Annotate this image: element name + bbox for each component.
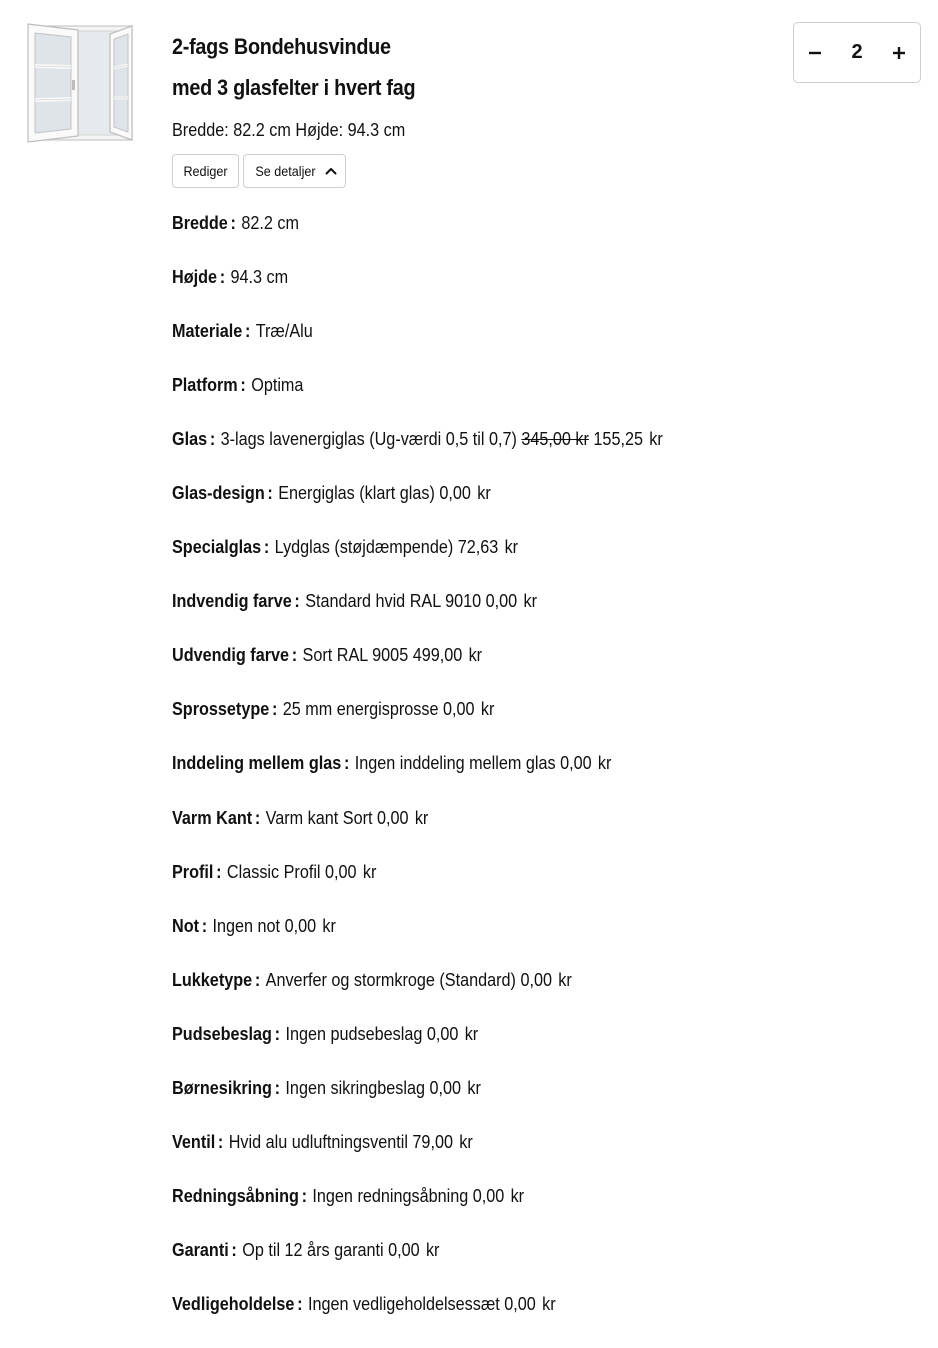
spec-value: Sort RAL 9005 [302, 645, 409, 666]
spec-label: Glas [172, 428, 208, 449]
spec-value: Ingen not [212, 915, 281, 936]
spec-label: Platform [172, 374, 238, 395]
spec-row-vent: Ventil : Hvid alu udluftningsventil 79,00 kr [172, 1132, 473, 1153]
spec-row-profile: Profil : Classic Profil 0,00 kr [172, 861, 377, 882]
spec-value: Ingen sikringbeslag [285, 1078, 426, 1099]
spec-price: 0,00 [284, 915, 317, 936]
spec-label: Glas-design [172, 483, 265, 504]
spec-label: Udvendig farve [172, 645, 290, 666]
spec-value: Træ/Alu [255, 320, 313, 341]
spec-value: Optima [251, 374, 304, 395]
product-actions [172, 154, 346, 188]
spec-label: Profil [172, 861, 214, 882]
spec-row-height: Højde : 94.3 cm [172, 266, 289, 287]
spec-value: Varm kant Sort [265, 807, 373, 828]
spec-price: 0,00 [325, 861, 357, 882]
plus-icon [891, 45, 907, 61]
spec-value: Energiglas (klart glas) [278, 483, 435, 504]
spec-price: 0,00 [376, 807, 409, 828]
spec-row-glazing-bar-type: Sprossetype : 25 mm energisprosse 0,00 kr [172, 699, 495, 720]
spec-value: 94.3 cm [230, 266, 289, 287]
spec-row-groove: Not : Ingen not 0,00 kr [172, 915, 336, 936]
spec-label: Redningsåbning [172, 1186, 299, 1207]
edit-button-label: Rediger [183, 163, 228, 179]
spec-price: 0,00 [388, 1240, 420, 1261]
spec-row-material: Materiale : Træ/Alu [172, 320, 313, 341]
product-dimensions: Bredde: 82.2 cm Højde: 94.3 cm [172, 120, 406, 140]
spec-value: 82.2 cm [241, 212, 299, 233]
spec-label: Pudsebeslag [172, 1023, 272, 1044]
double-casement-window-icon [24, 22, 138, 144]
spec-price: 499,00 [412, 645, 463, 666]
spec-label: Lukketype [172, 969, 253, 990]
spec-row-interior-color: Indvendig farve : Standard hvid RAL 9010 0,00 kr [172, 591, 537, 612]
spec-label: Ventil [172, 1132, 216, 1153]
spec-price: 0,00 [560, 753, 592, 774]
details-button-label: Se detaljer [255, 163, 316, 179]
spec-value: Ingen redningsåbning [312, 1186, 469, 1207]
quantity-value[interactable]: 2 [851, 41, 863, 63]
chevron-up-icon [325, 167, 337, 175]
spec-value: Ingen pudsebeslag [285, 1023, 423, 1044]
spec-label: Garanti [172, 1240, 229, 1261]
spec-row-glass: Glas : 3-lags lavenergiglas (Ug-værdi 0,5 til 0,7) 345,00 kr 155,25 kr [172, 428, 663, 449]
spec-label: Sprossetype [172, 699, 270, 720]
spec-row-platform: Platform : Optima [172, 374, 304, 395]
product-image [24, 22, 138, 144]
product-title-line2: med 3 glasfelter i hvert fag [172, 75, 416, 100]
spec-value: 25 mm energisprosse [282, 699, 439, 720]
decrease-quantity-button[interactable] [802, 40, 828, 66]
product-title [172, 26, 496, 108]
spec-row-width: Bredde : 82.2 cm [172, 212, 299, 233]
spec-price: 0,00 [472, 1186, 505, 1207]
spec-label: Inddeling mellem glas [172, 753, 342, 774]
spec-value: Op til 12 års garanti [242, 1240, 384, 1261]
spec-label: Indvendig farve [172, 591, 292, 612]
spec-price: 0,00 [443, 699, 475, 720]
spec-label: Specialglas [172, 537, 262, 558]
spec-price: 0,00 [426, 1023, 459, 1044]
spec-value: 3-lags lavenergiglas (Ug-værdi 0,5 til 0,7) [220, 428, 517, 449]
spec-row-warm-edge: Varm Kant : Varm kant Sort 0,00 kr [172, 807, 429, 828]
minus-icon [807, 45, 823, 61]
spec-value: Standard hvid RAL 9010 [305, 591, 482, 612]
spec-value: Classic Profil [226, 861, 321, 882]
spec-value: Ingen vedligeholdelsessæt [307, 1294, 500, 1315]
spec-price: 72,63 [457, 537, 499, 558]
spec-old-price: 345,00 kr [521, 428, 589, 449]
spec-price: 0,00 [439, 483, 471, 504]
product-title-line1: 2-fags Bondehusvindue [172, 34, 391, 59]
spec-price: 0,00 [485, 591, 518, 612]
spec-label: Materiale [172, 320, 243, 341]
spec-row-escape-opening: Redningsåbning : Ingen redningsåbning 0,00 kr [172, 1186, 525, 1207]
edit-button[interactable] [172, 154, 239, 188]
product-details-list [172, 196, 892, 1332]
spec-label: Højde [172, 266, 218, 287]
spec-price: 79,00 [412, 1132, 453, 1153]
details-toggle-button[interactable] [243, 154, 346, 188]
spec-row-maintenance: Vedligeholdelse : Ingen vedligeholdelsessæt 0,00 kr [172, 1294, 556, 1315]
spec-label: Not [172, 915, 199, 936]
spec-row-cleaning-hinge: Pudsebeslag : Ingen pudsebeslag 0,00 kr [172, 1023, 479, 1044]
spec-row-exterior-color: Udvendig farve : Sort RAL 9005 499,00 kr [172, 645, 483, 666]
spec-value: Hvid alu udluftningsventil [228, 1132, 408, 1153]
spec-value: Lydglas (støjdæmpende) [274, 537, 454, 558]
spec-row-special-glass: Specialglas : Lydglas (støjdæmpende) 72,63 kr [172, 537, 519, 558]
spec-label: Børnesikring [172, 1078, 272, 1099]
spec-label: Vedligeholdelse [172, 1294, 295, 1315]
increase-quantity-button[interactable] [886, 40, 912, 66]
spec-price: 0,00 [520, 969, 552, 990]
spec-label: Varm Kant [172, 807, 253, 828]
spec-row-glass-design: Glas-design : Energiglas (klart glas) 0,00 kr [172, 483, 491, 504]
spec-label: Bredde [172, 212, 228, 233]
spec-row-between-glass-division: Inddeling mellem glas : Ingen inddeling mellem glas 0,00 kr [172, 753, 612, 774]
spec-price: 0,00 [504, 1294, 536, 1315]
spec-value: Anverfer og stormkroge (Standard) [265, 969, 516, 990]
spec-value: Ingen inddeling mellem glas [354, 753, 556, 774]
spec-price: 155,25 [593, 428, 643, 449]
spec-price: 0,00 [429, 1078, 462, 1099]
quantity-stepper[interactable] [793, 22, 921, 83]
spec-row-child-safety: Børnesikring : Ingen sikringbeslag 0,00 kr [172, 1078, 481, 1099]
spec-row-closure-type: Lukketype : Anverfer og stormkroge (Standard) 0,00 kr [172, 969, 572, 990]
spec-row-warranty: Garanti : Op til 12 års garanti 0,00 kr [172, 1240, 440, 1261]
